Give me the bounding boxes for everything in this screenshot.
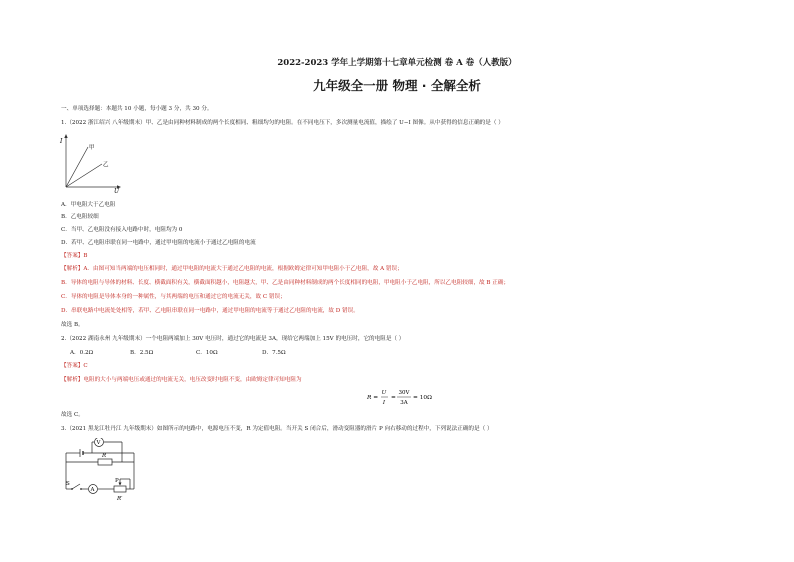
q1-option-b: B．乙电阻较细 — [61, 214, 99, 220]
graph-label-jia: 甲 — [89, 145, 95, 151]
q1-answer: 【答案】B — [61, 253, 88, 259]
graph-y-arrow — [64, 134, 67, 138]
switch-blade — [72, 484, 80, 489]
graph-line-jia — [66, 147, 88, 187]
formula-eq: = — [391, 395, 396, 401]
ammeter-label: A — [90, 487, 95, 494]
q2-conclusion: 故选 C。 — [61, 412, 84, 418]
q2-option-d: D．7.5Ω — [262, 350, 286, 356]
rheostat — [114, 486, 126, 492]
q1-analysis-c: C．导体的电阻是导体本身的一种属性，与其两端的电压和通过它的电流无关，故 C 错误； — [61, 294, 286, 300]
formula-num2: 30V — [398, 390, 410, 396]
graph-label-yi: 乙 — [103, 162, 109, 168]
q1-option-a: A．甲电阻大于乙电阻 — [61, 202, 116, 208]
switch-label: S — [66, 481, 70, 487]
q1-ui-graph — [58, 131, 130, 193]
formula-result: = 10Ω — [413, 395, 432, 401]
q2-option-c: C．10Ω — [196, 350, 218, 356]
graph-x-label: U — [114, 188, 120, 193]
graph-line-yi — [66, 164, 102, 187]
q3-circuit-diagram — [58, 438, 150, 506]
document-subtitle: 九年级全一册 物理 · 全解全析 — [313, 78, 481, 93]
section-heading: 一、单项选择题：本题共 10 小题，每小题 3 分，共 30 分。 — [61, 106, 213, 112]
q1-option-d: D．若甲、乙电阻串联在同一电路中，通过甲电阻的电流小于通过乙电阻的电流 — [61, 240, 256, 246]
q2-formula — [365, 386, 445, 408]
q2-answer: 【答案】C — [61, 363, 88, 369]
formula-num1: U — [381, 390, 387, 396]
voltmeter-label: V — [96, 440, 101, 447]
slider-label: P — [115, 478, 119, 484]
formula-den1: I — [382, 400, 386, 406]
rheostat-label: R′ — [117, 496, 123, 502]
document-title: 2022-2023 学年上学期第十七章单元检测 卷 A 卷（人教版） — [277, 58, 517, 68]
resistor-r — [98, 459, 112, 465]
switch-contact — [80, 488, 82, 490]
q2-analysis: 【解析】电阻的大小与两端电压或通过的电流无关，电压改变时电阻不变，由欧姆定律可知电阻为 — [61, 377, 302, 383]
q1-analysis-a: 【解析】A．由图可知当两端的电压相同时，通过甲电阻的电流大于通过乙电阻的电流，根据欧姆定律可知甲电阻小于乙电阻，故 A 错误； — [61, 266, 403, 272]
resistor-label: R — [102, 453, 107, 459]
q2-option-a: A．0.2Ω — [70, 350, 94, 356]
q1-stem: 1.（2022 浙江绍兴 八年级期末）甲、乙是由同种材料制成的两个长度相同、粗细均匀的电阻。在不同电压下，多次测量电流值，描绘了 U−I 图像。从中获得的信息正确的是（ ） — [61, 120, 504, 126]
q2-stem: 2.（2022 湖南永州 九年级期末）一个电阻两端加上 30V 电压时，通过它的电流是 3A，现给它两端加上 15V 的电压时，它的电阻是（ ） — [61, 336, 405, 342]
q1-option-c: C．当甲、乙电阻没有接入电路中时，电阻均为 0 — [61, 227, 183, 233]
graph-y-label: I — [60, 138, 63, 145]
formula-den2: 3A — [400, 400, 408, 406]
switch-pivot — [71, 488, 73, 490]
q3-stem: 3.（2021 黑龙江牡丹江 九年级期末）如图所示的电路中，电源电压不变，R 为定值电阻。当开关 S 闭合后，滑动变阻器的滑片 P 向右移动的过程中，下列说法正确的是（ ） — [61, 426, 493, 432]
formula-lhs: R = — [367, 395, 379, 401]
q1-analysis-d: D．串联电路中电流处处相等，若甲、乙电阻串联在同一电路中，通过甲电阻的电流等于通过乙电阻的电流，故 D 错误。 — [61, 308, 359, 314]
q1-conclusion: 故选 B。 — [61, 322, 84, 328]
q1-analysis-b: B．导体的电阻与导体的材料、长度、横截面积有关，横截面积越小，电阻越大，甲、乙是由同种材料制成的两个长度相同的电阻，甲电阻小于乙电阻，所以乙电阻较细，故 B 正确； — [61, 280, 510, 286]
slider-arrow — [119, 483, 122, 486]
q2-option-b: B．2.5Ω — [130, 350, 154, 356]
